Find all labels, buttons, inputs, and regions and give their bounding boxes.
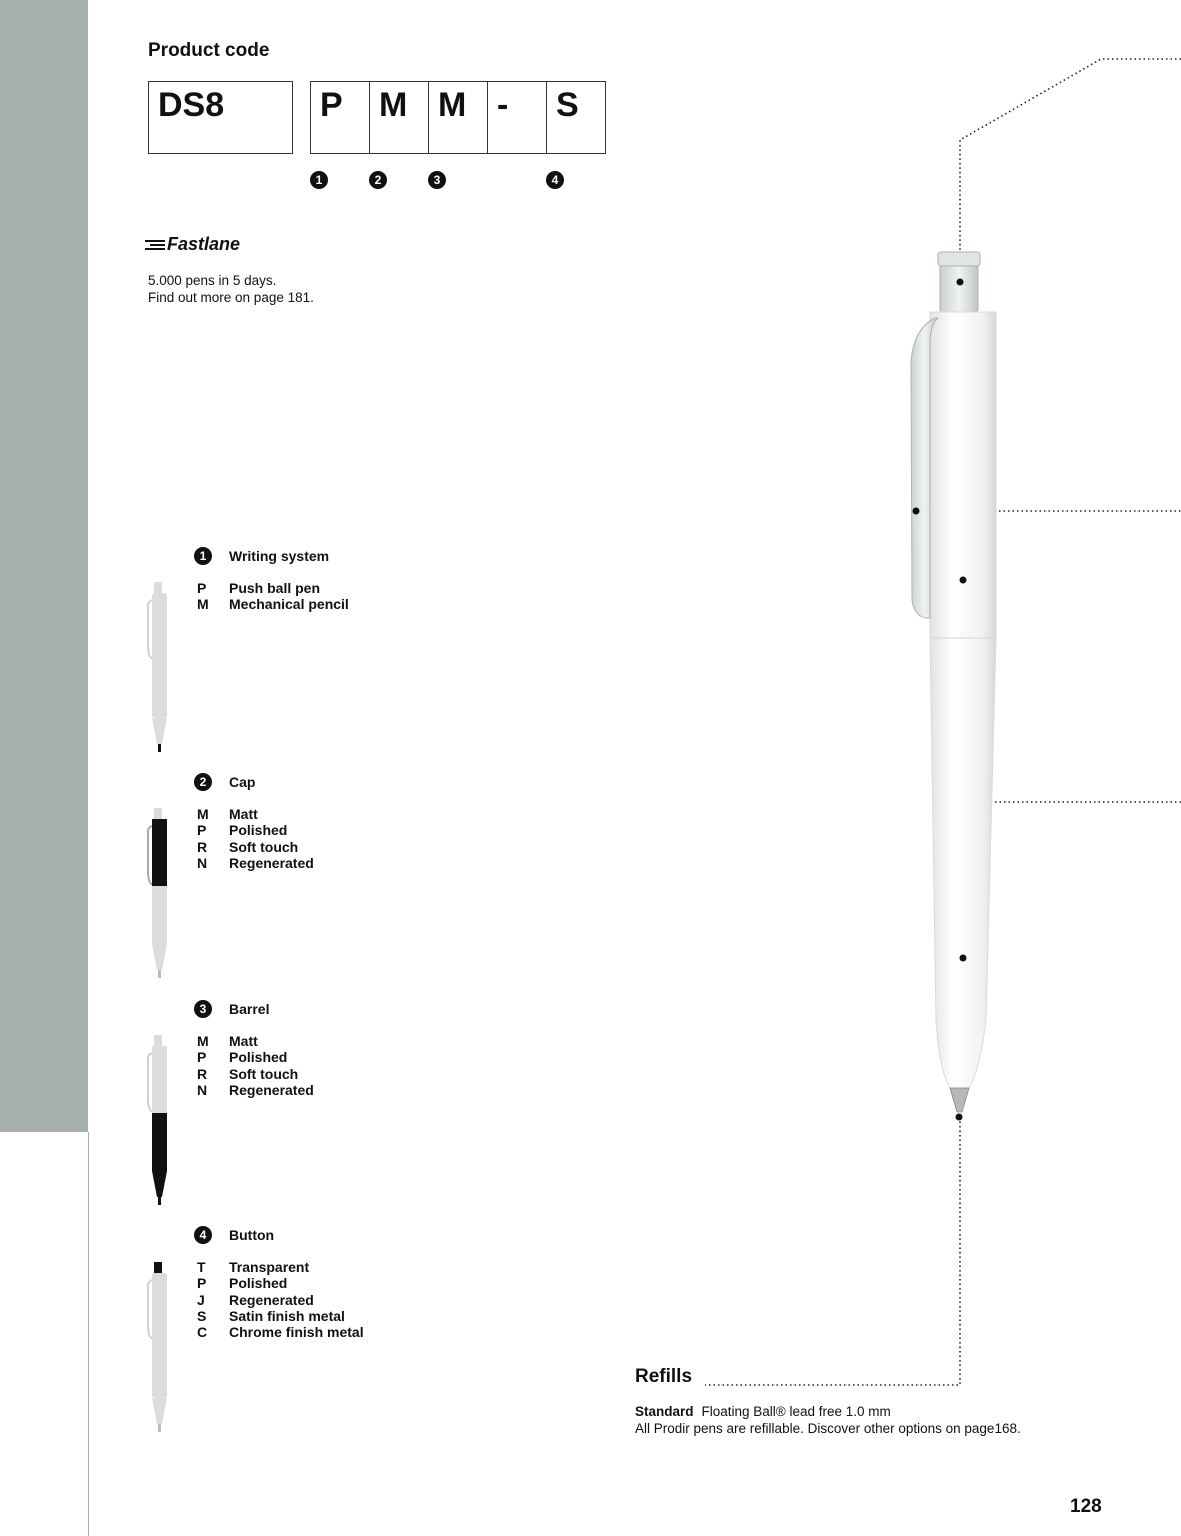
refills-standard-value: Floating Ball® lead free 1.0 mm: [701, 1404, 891, 1419]
code-slot-3-value: M: [438, 86, 467, 124]
option-code: P: [197, 580, 207, 596]
option-label: Push ball pen: [229, 580, 321, 596]
fastlane-line-1: 5.000 pens in 5 days.: [148, 273, 277, 288]
refills-title: Refills: [635, 1366, 693, 1387]
option-label: Polished: [229, 822, 288, 839]
code-slot-2-value: M: [379, 86, 408, 124]
option-code: N: [197, 854, 208, 871]
option-label: Mechanical pencil: [229, 596, 349, 613]
option-label: Matt: [229, 806, 258, 822]
fastlane-line-2: Find out more on page 181.: [148, 290, 314, 305]
code-slot-1-value: P: [320, 86, 343, 124]
section-4-marker: 4: [194, 1226, 212, 1244]
page-number: 128: [1070, 1496, 1102, 1517]
slot-marker-4: 4: [546, 171, 564, 189]
section-2-title: Cap: [229, 774, 256, 790]
section-4-title: Button: [229, 1227, 275, 1243]
section-1-title: Writing system: [229, 548, 330, 564]
section-1-marker: 1: [194, 547, 212, 565]
option-code: M: [197, 806, 209, 822]
option-code: J: [197, 1291, 205, 1308]
option-label: Transparent: [229, 1259, 310, 1275]
code-slot-5-value: S: [556, 86, 579, 124]
option-code: M: [197, 596, 209, 613]
option-label: Soft touch: [229, 838, 299, 855]
refills-standard-label: Standard: [635, 1404, 694, 1419]
section-3-title: Barrel: [229, 1001, 270, 1017]
option-code: N: [197, 1081, 208, 1098]
option-label: Regenerated: [229, 1291, 314, 1308]
section-2-marker: 2: [194, 773, 212, 791]
option-label: Polished: [229, 1049, 288, 1066]
option-code: R: [197, 1065, 208, 1082]
option-code: T: [197, 1259, 206, 1275]
slot-marker-2: 2: [369, 171, 387, 189]
option-code: R: [197, 838, 208, 855]
option-label: Matt: [229, 1033, 258, 1049]
option-label: Chrome finish metal: [229, 1324, 364, 1341]
option-label: Soft touch: [229, 1065, 299, 1082]
option-code: S: [197, 1307, 207, 1324]
option-label: Polished: [229, 1275, 288, 1292]
refills-note: All Prodir pens are refillable. Discover other options on page168.: [635, 1421, 1021, 1436]
option-code: P: [197, 1275, 207, 1292]
option-code: P: [197, 1049, 207, 1066]
option-label: Satin finish metal: [229, 1307, 345, 1324]
pen-body: [930, 312, 996, 1088]
product-code-title: Product code: [148, 40, 270, 61]
slot-marker-3: 3: [428, 171, 446, 189]
option-code: C: [197, 1324, 208, 1341]
option-label: Regenerated: [229, 854, 314, 871]
section-3-marker: 3: [194, 1000, 212, 1018]
fastlane-logo-text: Fastlane: [167, 234, 241, 254]
option-code: P: [197, 822, 207, 839]
pen-tip: [950, 1088, 969, 1112]
option-label: Regenerated: [229, 1081, 314, 1098]
code-slot-4-value: -: [497, 86, 509, 124]
refills-standard: [635, 1404, 891, 1419]
option-code: M: [197, 1033, 209, 1049]
slot-marker-1: 1: [310, 171, 328, 189]
model-code: DS8: [158, 86, 225, 124]
